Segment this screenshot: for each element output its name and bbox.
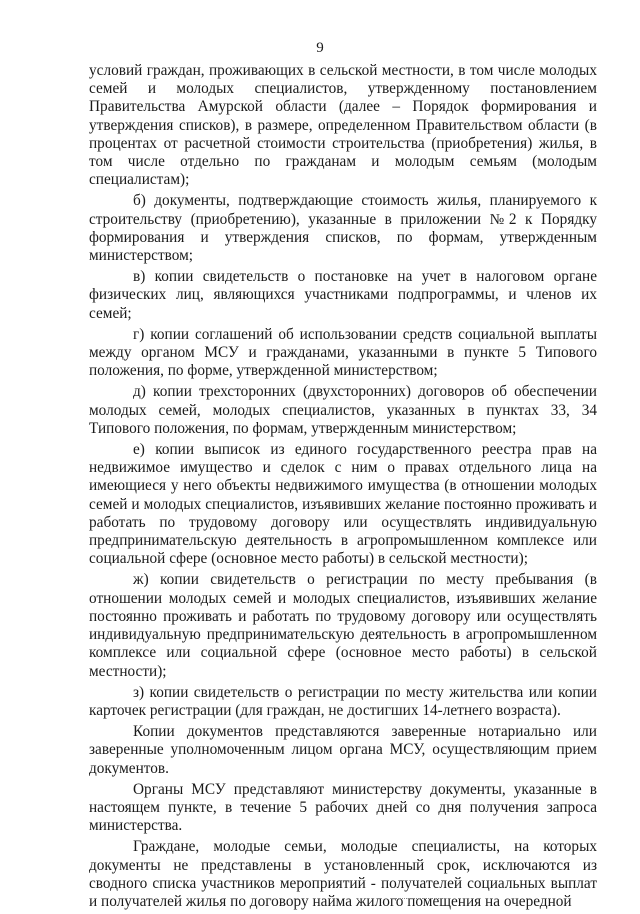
paragraph-item-g: г) копии соглашений об использовании средств социальной выплаты между органом МСУ и гражданами, указанными в пункте 5 Типового положения, по форме, утвержденной министерством; bbox=[89, 325, 597, 380]
paragraph-msu-submission: Органы МСУ представляют министерству документы, указанные в настоящем пункте, в течение 5 рабочих дней со дня получения запроса министерства. bbox=[89, 780, 597, 835]
paragraph-item-b: б) документы, подтверждающие стоимость жилья, планируемого к строительству (приобретению), указанные в приложении №2 к Порядку формирования и утверждения списков, по формам, утвержденным министерством; bbox=[89, 192, 597, 265]
scan-artifact-line bbox=[395, 898, 445, 901]
document-body bbox=[89, 62, 597, 914]
paragraph-copies-certification: Копии документов представляются заверенные нотариально или заверенные уполномоченным лицом органа МСУ, осуществляющим прием документов. bbox=[89, 723, 597, 777]
paragraph-exclusion: Граждане, молодые семьи, молодые специалисты, на которых документы не представлены в установленный срок, исключаются из сводного списка участников мероприятий - получателей социальных выплат и получателей жилья по договору найма жилого помещения на очередной bbox=[89, 838, 597, 910]
paragraph-item-zh: ж) копии свидетельств о регистрации по месту пребывания (в отношении молодых семей и молодых специалистов, изъявивших желание постоянно проживать и работать по трудовому договору или осуществлять индивидуальную предпринимательскую деятельность в агропромышленном комплексе или социальной сфере (основное место работы) в сельской местности); bbox=[89, 571, 597, 680]
paragraph-item-e: е) копии выписок из единого государственного реестра прав на недвижимое имущество и сделок с ним о правах отдельного лица на имеющиеся у него объекты недвижимого имущества (в отношении молодых семей и молодых специалистов, изъявивших желание постоянно проживать и работать по трудовому договору или осуществлять индивидуальную предпринимательскую деятельность в агропромышленном комплексе или социальной сфере (основное место работы) в сельской местности); bbox=[89, 441, 597, 568]
page-number: 9 bbox=[316, 40, 324, 56]
paragraph-item-v: в) копии свидетельств о постановке на учет в налоговом органе физических лиц, являющихся участниками подпрограммы, и членов их семей; bbox=[89, 268, 597, 322]
paragraph-item-z: з) копии свидетельств о регистрации по месту жительства или копии карточек регистрации (для граждан, не достигших 14-летнего возраста). bbox=[89, 683, 597, 719]
paragraph-item-d: д) копии трехсторонних (двухсторонних) договоров об обеспечении молодых семей, молодых специалистов, указанных в пунктах 33, 34 Типового положения, по формам, утвержденным министерством; bbox=[89, 383, 597, 437]
paragraph-continuation: условий граждан, проживающих в сельской местности, в том числе молодых семей и молодых специалистов, утвержденному постановлением Правительства Амурской области (далее – Порядок формирования и утверждения списков), в размере, определенном Правительством области (в процентах от расчетной стоимости строительства (приобретения) жилья, в том числе отдельно по гражданам и молодым семьям (молодым специалистам); bbox=[89, 62, 597, 189]
